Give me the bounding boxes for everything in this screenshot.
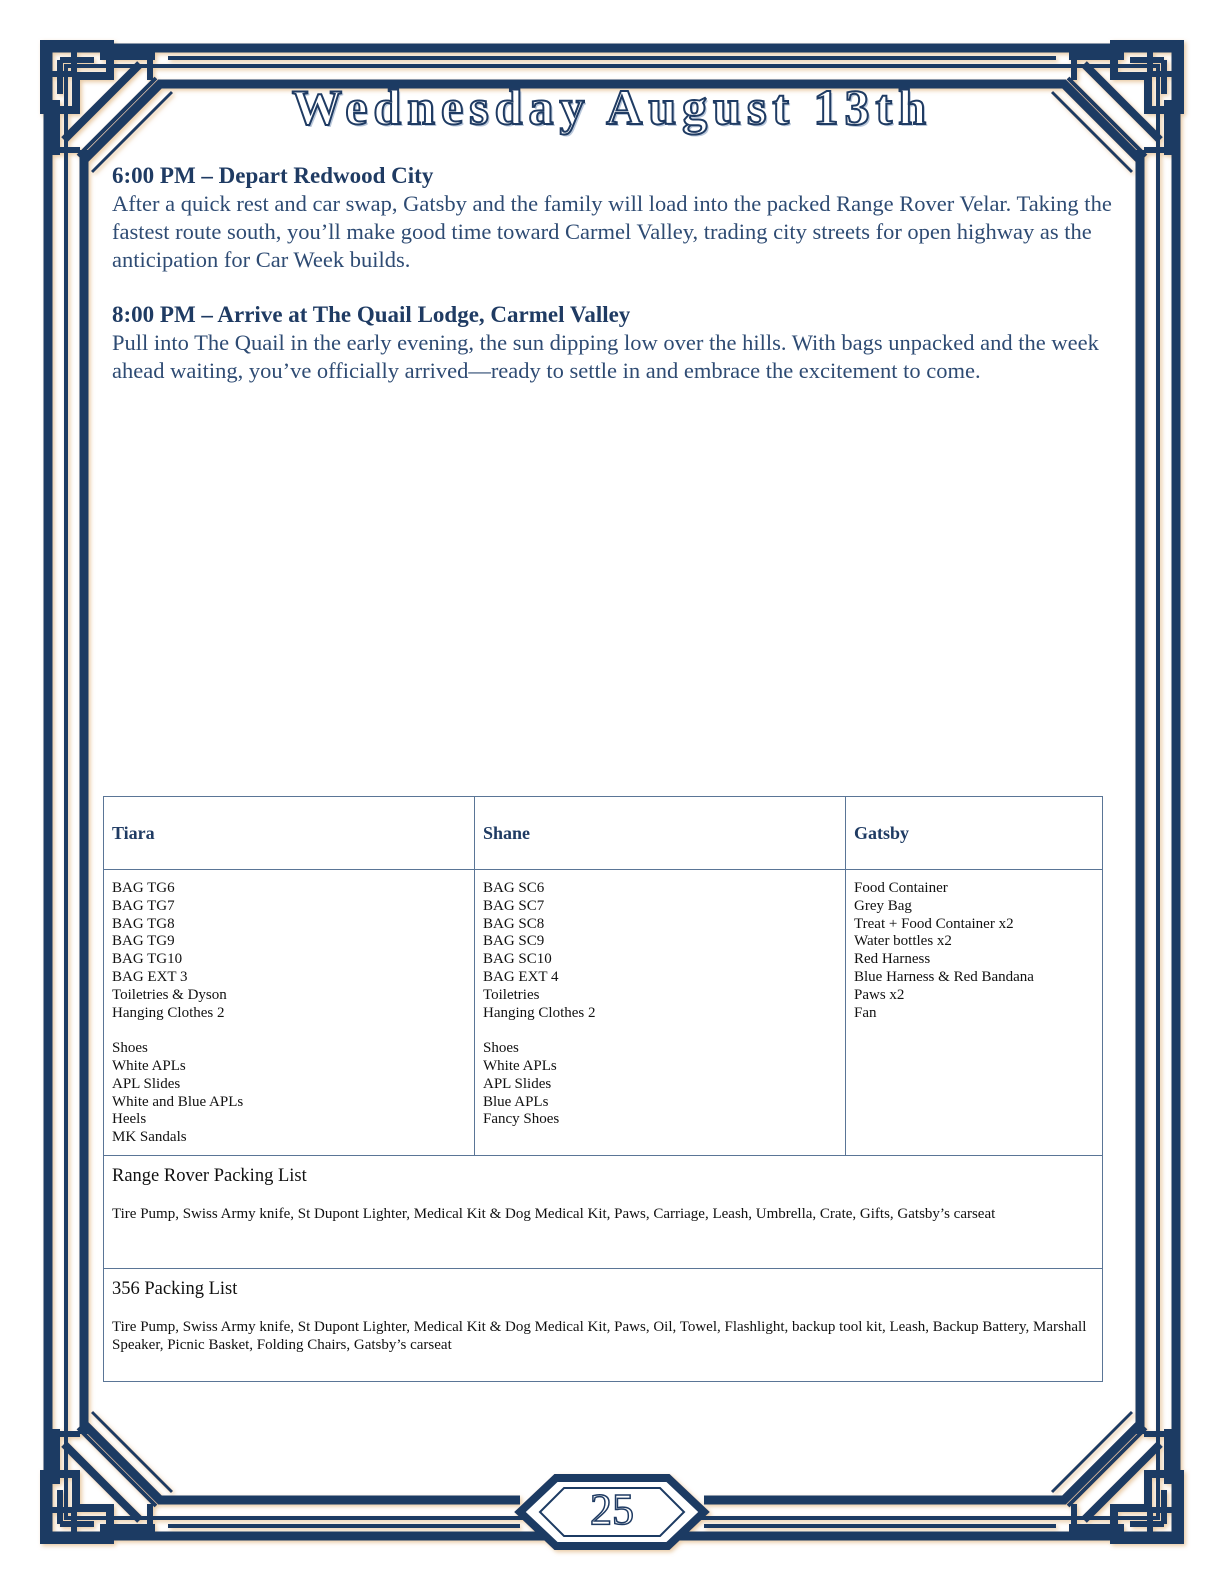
list-item: BAG TG7 xyxy=(112,897,175,914)
list-item: BAG EXT 3 xyxy=(112,968,188,985)
column-header-tiara: Tiara xyxy=(104,797,475,870)
list-item: Grey Bag xyxy=(854,897,912,914)
tiara-items xyxy=(104,870,475,1156)
list-item: White APLs xyxy=(483,1057,557,1074)
page-title: Wednesday August 13th xyxy=(291,79,933,135)
column-header-shane: Shane xyxy=(475,797,846,870)
gatsby-items xyxy=(846,870,1103,1156)
list-item: Shoes xyxy=(112,1040,148,1057)
event-depart xyxy=(112,162,1112,274)
list-item: Blue APLs xyxy=(483,1093,549,1110)
list-item: BAG SC9 xyxy=(483,933,545,950)
list-item xyxy=(483,1022,837,1040)
event-arrive xyxy=(112,301,1112,385)
event-heading: 8:00 PM – Arrive at The Quail Lodge, Carmel Valley xyxy=(112,302,631,327)
list-item: Toiletries & Dyson xyxy=(112,986,227,1003)
list-item: BAG SC7 xyxy=(483,897,545,914)
list-item: BAG EXT 4 xyxy=(483,968,559,985)
list-item: Fan xyxy=(854,1004,877,1021)
list-item: Shoes xyxy=(483,1040,519,1057)
list-item: Toiletries xyxy=(483,986,540,1003)
list-title: 356 Packing List xyxy=(112,1279,238,1299)
356-packing-list xyxy=(104,1269,1103,1382)
list-item: BAG SC6 xyxy=(483,880,545,896)
list-item: BAG SC8 xyxy=(483,915,545,932)
list-item: Food Container xyxy=(854,880,948,896)
list-item: Hanging Clothes 2 xyxy=(483,1004,596,1021)
list-item: BAG TG8 xyxy=(112,915,175,932)
page-number: 25 xyxy=(590,1485,634,1534)
event-description: After a quick rest and car swap, Gatsby and the family will load into the packed Range Rover Velar. Taking the fastest route south, you’ll make good time toward Carmel Valley, trading city streets for open highway as the anticipation for Car Week builds. xyxy=(112,191,1112,272)
list-item: White APLs xyxy=(112,1057,186,1074)
list-item: Fancy Shoes xyxy=(483,1111,560,1128)
event-description: Pull into The Quail in the early evening, the sun dipping low over the hills. With bags unpacked and the week ahead waiting, you’ve officially arrived—ready to settle in and embrace the excitement to come. xyxy=(112,330,1099,383)
list-item: Water bottles x2 xyxy=(854,933,952,950)
list-item: Hanging Clothes 2 xyxy=(112,1004,225,1021)
list-item: White and Blue APLs xyxy=(112,1093,244,1110)
list-item xyxy=(112,1022,466,1040)
list-title: Range Rover Packing List xyxy=(112,1166,307,1186)
list-item: Red Harness xyxy=(854,951,931,968)
list-text: Tire Pump, Swiss Army knife, St Dupont Lighter, Medical Kit & Dog Medical Kit, Paws, Carriage, Leash, Umbrella, Crate, Gifts, Gatsby’s carseat xyxy=(112,1206,996,1222)
list-item: Paws x2 xyxy=(854,986,905,1003)
list-item: BAG TG6 xyxy=(112,880,175,896)
column-header-gatsby: Gatsby xyxy=(846,797,1103,870)
shane-items xyxy=(475,870,846,1156)
list-item: APL Slides xyxy=(112,1075,181,1092)
list-item: APL Slides xyxy=(483,1075,552,1092)
list-item: BAG SC10 xyxy=(483,951,552,968)
event-heading: 6:00 PM – Depart Redwood City xyxy=(112,163,434,188)
list-item: BAG TG9 xyxy=(112,933,175,950)
list-text: Tire Pump, Swiss Army knife, St Dupont Lighter, Medical Kit & Dog Medical Kit, Paws, Oil, Towel, Flashlight, backup tool kit, Leash, Backup Battery, Marshall Speaker, Picnic Basket, Folding Chairs, Gatsby’s carseat xyxy=(112,1319,1087,1353)
list-item: MK Sandals xyxy=(112,1129,187,1146)
list-item: BAG TG10 xyxy=(112,951,183,968)
list-item: Blue Harness & Red Bandana xyxy=(854,968,1034,985)
range-rover-packing-list xyxy=(104,1156,1103,1269)
packing-table xyxy=(103,796,1103,1382)
list-item: Heels xyxy=(112,1111,147,1128)
list-item: Treat + Food Container x2 xyxy=(854,915,1014,932)
